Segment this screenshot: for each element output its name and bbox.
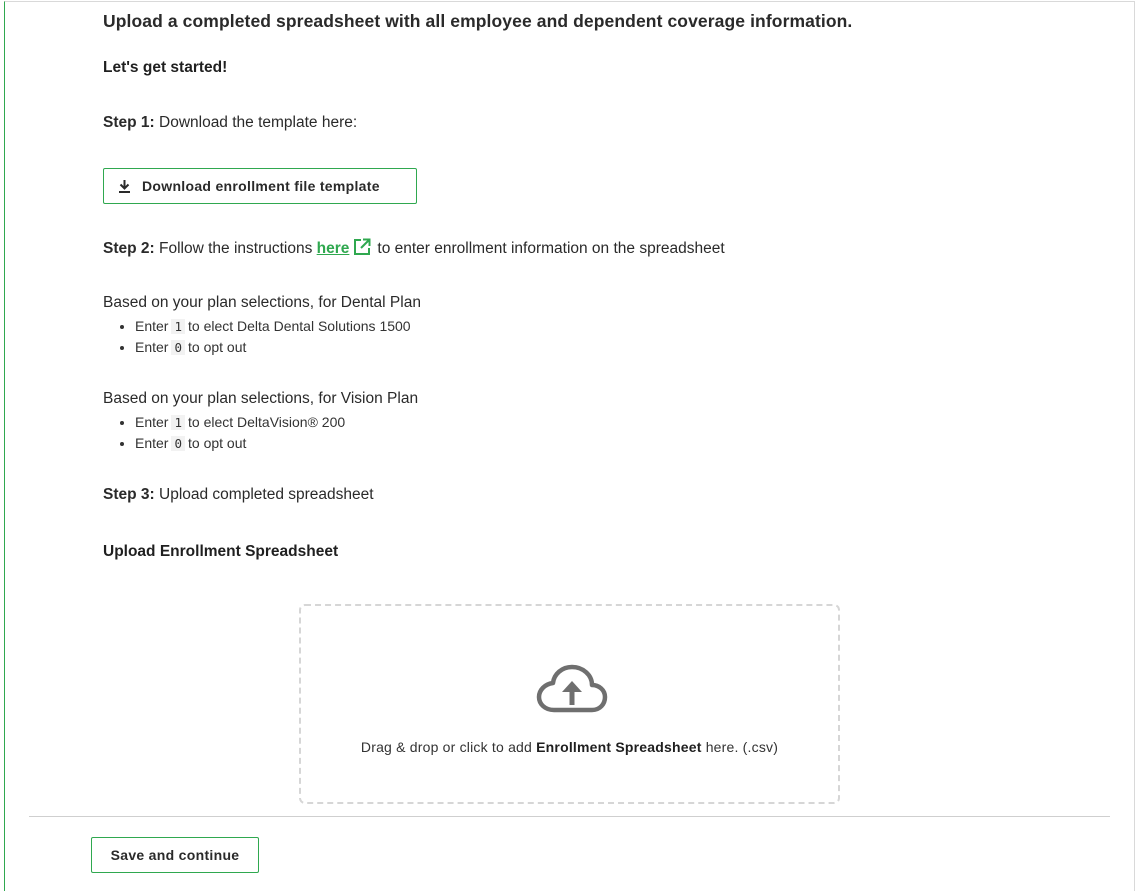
upload-title: Upload Enrollment Spreadsheet bbox=[103, 543, 339, 560]
vision-options-list bbox=[103, 412, 345, 454]
step-2 bbox=[103, 238, 725, 258]
subheading: Let's get started! bbox=[103, 59, 228, 76]
step-1-text: Download the template here: bbox=[159, 114, 358, 131]
page-headline: Upload a completed spreadsheet with all employee and dependent coverage information. bbox=[103, 11, 853, 31]
step-2-label: Step 2: bbox=[103, 240, 155, 257]
instructions-link[interactable]: here bbox=[316, 240, 350, 257]
step-3 bbox=[103, 486, 374, 504]
step-1-label: Step 1: bbox=[103, 114, 155, 131]
cloud-upload-icon bbox=[536, 664, 608, 714]
dental-options-list bbox=[103, 316, 411, 358]
step-3-label: Step 3: bbox=[103, 486, 155, 503]
step-2-text-after: to enter enrollment information on the spreadsheet bbox=[377, 240, 725, 257]
download-template-button[interactable] bbox=[103, 168, 417, 204]
download-template-label: Download enrollment file template bbox=[142, 178, 380, 194]
list-item: • Enter 1 to elect DeltaVision® 200 bbox=[135, 412, 345, 433]
step-2-text-before: Follow the instructions bbox=[159, 240, 313, 257]
file-dropzone[interactable] bbox=[299, 604, 840, 804]
vision-plan-title: Based on your plan selections, for Vision Plan bbox=[103, 390, 419, 407]
dental-plan-title: Based on your plan selections, for Dental Plan bbox=[103, 294, 421, 311]
list-item: • Enter 0 to opt out bbox=[135, 433, 345, 454]
list-item: • Enter 0 to opt out bbox=[135, 337, 411, 358]
step-1 bbox=[103, 114, 357, 132]
footer-divider bbox=[29, 816, 1110, 817]
save-and-continue-button[interactable]: Save and continue bbox=[91, 837, 259, 873]
download-icon bbox=[118, 179, 131, 193]
dropzone-text: Drag & drop or click to add Enrollment Spreadsheet here. (.csv) bbox=[360, 739, 779, 755]
list-item: • Enter 1 to elect Delta Dental Solutions 1500 bbox=[135, 316, 411, 337]
external-link-icon[interactable] bbox=[353, 238, 371, 256]
step-3-text: Upload completed spreadsheet bbox=[159, 486, 374, 503]
